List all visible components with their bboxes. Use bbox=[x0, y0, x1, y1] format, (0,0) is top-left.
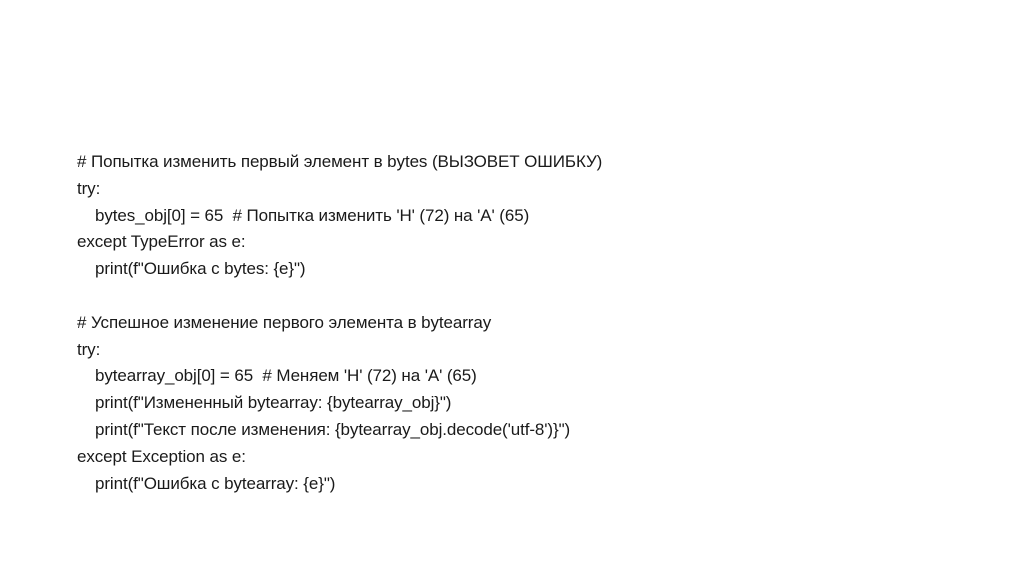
code-print-line: print(f"Измененный bytearray: {bytearray_obj}") bbox=[95, 393, 452, 413]
code-print-line: print(f"Ошибка с bytearray: {e}") bbox=[95, 473, 336, 493]
code-print-line: print(f"Ошибка с bytes: {e}") bbox=[95, 259, 306, 279]
code-block bbox=[77, 149, 977, 497]
code-except-line: except Exception as e: bbox=[77, 446, 246, 466]
code-comment-line: # Попытка изменить первый элемент в bytes (ВЫЗОВЕТ ОШИБКУ) bbox=[77, 152, 603, 171]
code-assignment-line: bytearray_obj[0] = 65 # Меняем 'H' (72) на 'A' (65) bbox=[95, 366, 477, 386]
code-print-line: print(f"Текст после изменения: {bytearray_obj.decode('utf-8')}") bbox=[95, 419, 571, 439]
code-try-line: try: bbox=[77, 339, 101, 359]
code-comment-line: # Успешное изменение первого элемента в bytearray bbox=[77, 312, 492, 332]
code-assignment-line: bytes_obj[0] = 65 # Попытка изменить 'H' (72) на 'A' (65) bbox=[95, 205, 530, 225]
code-try-line: try: bbox=[77, 178, 101, 198]
code-except-line: except TypeError as e: bbox=[77, 232, 246, 252]
code-blank-line bbox=[77, 283, 977, 310]
